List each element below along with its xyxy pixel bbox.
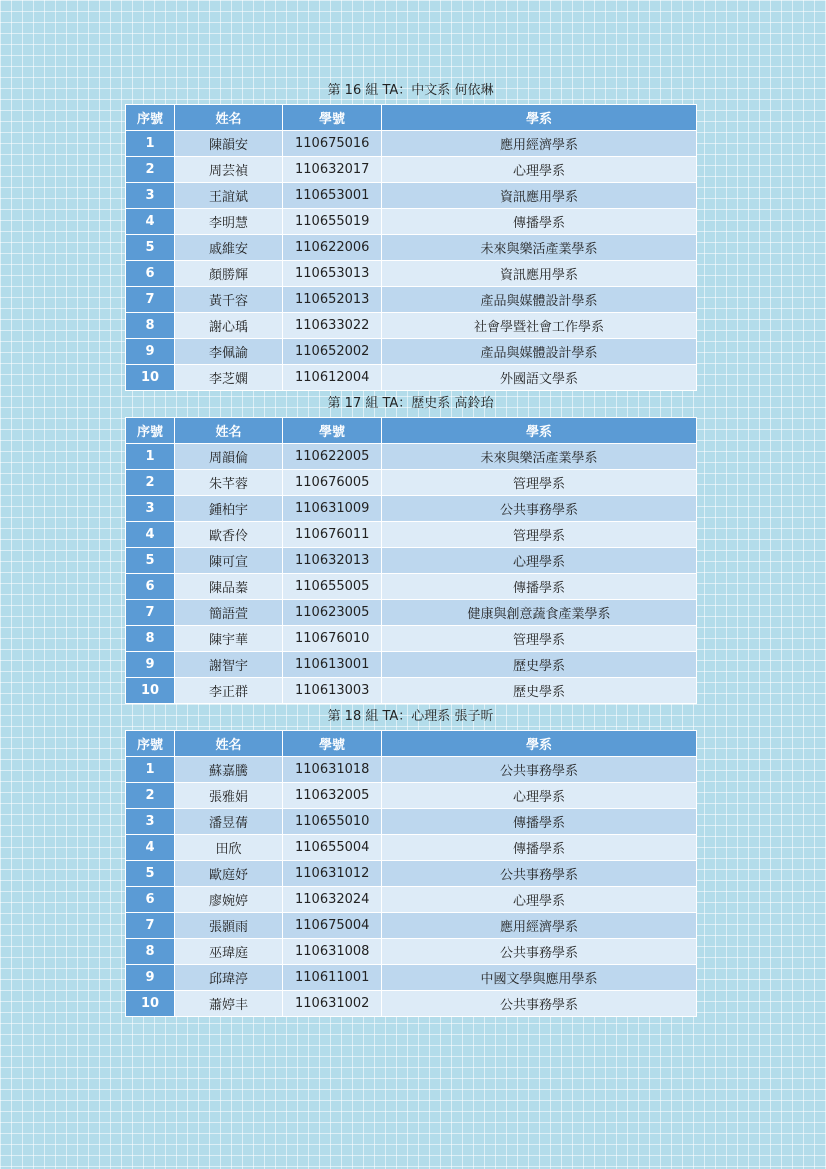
cell-no: 1	[126, 444, 175, 470]
cell-name: 戚維安	[175, 235, 283, 261]
cell-name: 謝心瑀	[175, 313, 283, 339]
cell-name: 廖婉婷	[175, 887, 283, 913]
cell-department: 應用經濟學系	[382, 913, 697, 939]
header-name: 姓名	[175, 731, 283, 757]
cell-student-id: 110612004	[283, 365, 382, 391]
cell-no: 3	[126, 496, 175, 522]
table-row	[126, 991, 697, 1017]
cell-department: 健康與創意蔬食產業學系	[382, 600, 697, 626]
cell-no: 6	[126, 887, 175, 913]
table-row	[126, 809, 697, 835]
cell-department: 歷史學系	[382, 678, 697, 704]
cell-name: 簡語萱	[175, 600, 283, 626]
table-row	[126, 861, 697, 887]
table-row	[126, 470, 697, 496]
table-row	[126, 444, 697, 470]
cell-no: 5	[126, 548, 175, 574]
table-row	[126, 157, 697, 183]
cell-student-id: 110631009	[283, 496, 382, 522]
cell-name: 朱芊蓉	[175, 470, 283, 496]
table-header-row	[126, 731, 697, 757]
cell-student-id: 110632017	[283, 157, 382, 183]
cell-name: 邱瑋渟	[175, 965, 283, 991]
table-row	[126, 131, 697, 157]
cell-student-id: 110675016	[283, 131, 382, 157]
header-dept: 學系	[382, 418, 697, 444]
table-row	[126, 522, 697, 548]
table-row	[126, 939, 697, 965]
table-row	[126, 235, 697, 261]
cell-department: 未來與樂活產業學系	[382, 235, 697, 261]
cell-department: 心理學系	[382, 783, 697, 809]
cell-department: 公共事務學系	[382, 861, 697, 887]
cell-student-id: 110631002	[283, 991, 382, 1017]
cell-no: 6	[126, 574, 175, 600]
table-row	[126, 887, 697, 913]
cell-name: 鍾柏宇	[175, 496, 283, 522]
cell-no: 2	[126, 783, 175, 809]
cell-department: 心理學系	[382, 887, 697, 913]
cell-no: 7	[126, 913, 175, 939]
table-row	[126, 783, 697, 809]
cell-name: 潘昱蒨	[175, 809, 283, 835]
cell-student-id: 110622006	[283, 235, 382, 261]
table-row	[126, 183, 697, 209]
cell-department: 歷史學系	[382, 652, 697, 678]
cell-student-id: 110631018	[283, 757, 382, 783]
table-row	[126, 626, 697, 652]
cell-name: 李芝嫻	[175, 365, 283, 391]
table-row	[126, 287, 697, 313]
cell-no: 3	[126, 809, 175, 835]
cell-student-id: 110632013	[283, 548, 382, 574]
header-no: 序號	[126, 105, 175, 131]
cell-student-id: 110655010	[283, 809, 382, 835]
header-no: 序號	[126, 731, 175, 757]
table-row	[126, 209, 697, 235]
cell-department: 傳播學系	[382, 835, 697, 861]
cell-name: 黃千容	[175, 287, 283, 313]
cell-no: 7	[126, 287, 175, 313]
cell-student-id: 110623005	[283, 600, 382, 626]
cell-student-id: 110622005	[283, 444, 382, 470]
cell-student-id: 110655004	[283, 835, 382, 861]
group-table	[125, 417, 697, 704]
cell-name: 陳品蓁	[175, 574, 283, 600]
cell-student-id: 110676011	[283, 522, 382, 548]
cell-name: 蕭婷丰	[175, 991, 283, 1017]
table-row	[126, 261, 697, 287]
group-table	[125, 104, 697, 391]
table-row	[126, 600, 697, 626]
cell-student-id: 110633022	[283, 313, 382, 339]
cell-name: 周韻倫	[175, 444, 283, 470]
cell-no: 7	[126, 600, 175, 626]
cell-student-id: 110631008	[283, 939, 382, 965]
cell-no: 8	[126, 313, 175, 339]
table-row	[126, 965, 697, 991]
cell-no: 4	[126, 522, 175, 548]
cell-department: 傳播學系	[382, 209, 697, 235]
cell-no: 2	[126, 157, 175, 183]
cell-student-id: 110652013	[283, 287, 382, 313]
cell-department: 公共事務學系	[382, 939, 697, 965]
cell-department: 產品與媒體設計學系	[382, 339, 697, 365]
cell-name: 顏勝輝	[175, 261, 283, 287]
table-row	[126, 835, 697, 861]
table-header-row	[126, 418, 697, 444]
header-sid: 學號	[283, 731, 382, 757]
cell-department: 公共事務學系	[382, 991, 697, 1017]
header-dept: 學系	[382, 105, 697, 131]
cell-department: 應用經濟學系	[382, 131, 697, 157]
cell-no: 6	[126, 261, 175, 287]
cell-student-id: 110613001	[283, 652, 382, 678]
document-page	[125, 78, 696, 1017]
cell-name: 歐庭妤	[175, 861, 283, 887]
table-row	[126, 548, 697, 574]
cell-no: 2	[126, 470, 175, 496]
cell-no: 9	[126, 652, 175, 678]
cell-name: 陳韻安	[175, 131, 283, 157]
cell-no: 9	[126, 339, 175, 365]
cell-student-id: 110655019	[283, 209, 382, 235]
cell-department: 公共事務學系	[382, 757, 697, 783]
cell-name: 張雅娟	[175, 783, 283, 809]
table-row	[126, 574, 697, 600]
header-sid: 學號	[283, 105, 382, 131]
cell-no: 3	[126, 183, 175, 209]
cell-name: 陳宇華	[175, 626, 283, 652]
cell-no: 4	[126, 835, 175, 861]
cell-department: 傳播學系	[382, 574, 697, 600]
cell-no: 1	[126, 757, 175, 783]
cell-department: 資訊應用學系	[382, 261, 697, 287]
table-row	[126, 313, 697, 339]
cell-student-id: 110675004	[283, 913, 382, 939]
cell-department: 傳播學系	[382, 809, 697, 835]
cell-student-id: 110676005	[283, 470, 382, 496]
cell-student-id: 110653013	[283, 261, 382, 287]
cell-department: 中國文學與應用學系	[382, 965, 697, 991]
cell-no: 4	[126, 209, 175, 235]
cell-name: 巫瑋庭	[175, 939, 283, 965]
table-header-row	[126, 105, 697, 131]
table-row	[126, 365, 697, 391]
cell-no: 9	[126, 965, 175, 991]
cell-no: 8	[126, 939, 175, 965]
cell-no: 10	[126, 991, 175, 1017]
cell-student-id: 110631012	[283, 861, 382, 887]
cell-department: 外國語文學系	[382, 365, 697, 391]
cell-student-id: 110611001	[283, 965, 382, 991]
cell-name: 王誼斌	[175, 183, 283, 209]
cell-name: 陳可宣	[175, 548, 283, 574]
cell-no: 10	[126, 365, 175, 391]
cell-no: 8	[126, 626, 175, 652]
cell-name: 蘇嘉騰	[175, 757, 283, 783]
group-title: 第 18 組 TA：心理系 張子昕	[327, 709, 494, 724]
cell-department: 產品與媒體設計學系	[382, 287, 697, 313]
group-title: 第 17 組 TA：歷史系 高鈴珆	[327, 396, 494, 411]
cell-name: 謝智宇	[175, 652, 283, 678]
cell-department: 資訊應用學系	[382, 183, 697, 209]
cell-no: 5	[126, 235, 175, 261]
cell-department: 心理學系	[382, 548, 697, 574]
cell-student-id: 110676010	[283, 626, 382, 652]
cell-department: 社會學暨社會工作學系	[382, 313, 697, 339]
cell-name: 周芸禎	[175, 157, 283, 183]
cell-name: 張顥雨	[175, 913, 283, 939]
cell-no: 1	[126, 131, 175, 157]
cell-department: 心理學系	[382, 157, 697, 183]
cell-department: 管理學系	[382, 626, 697, 652]
table-row	[126, 496, 697, 522]
cell-no: 10	[126, 678, 175, 704]
header-name: 姓名	[175, 105, 283, 131]
cell-no: 5	[126, 861, 175, 887]
table-row	[126, 913, 697, 939]
header-no: 序號	[126, 418, 175, 444]
cell-department: 未來與樂活產業學系	[382, 444, 697, 470]
cell-student-id: 110653001	[283, 183, 382, 209]
cell-name: 歐香伶	[175, 522, 283, 548]
cell-name: 李佩諭	[175, 339, 283, 365]
cell-name: 田欣	[175, 835, 283, 861]
cell-student-id: 110632005	[283, 783, 382, 809]
group-title: 第 16 組 TA：中文系 何依琳	[327, 83, 494, 98]
cell-student-id: 110613003	[283, 678, 382, 704]
table-row	[126, 652, 697, 678]
table-row	[126, 678, 697, 704]
cell-student-id: 110652002	[283, 339, 382, 365]
table-row	[126, 339, 697, 365]
header-name: 姓名	[175, 418, 283, 444]
cell-department: 公共事務學系	[382, 496, 697, 522]
cell-student-id: 110632024	[283, 887, 382, 913]
group-table	[125, 730, 697, 1017]
cell-name: 李明慧	[175, 209, 283, 235]
cell-department: 管理學系	[382, 522, 697, 548]
cell-student-id: 110655005	[283, 574, 382, 600]
table-row	[126, 757, 697, 783]
cell-department: 管理學系	[382, 470, 697, 496]
header-sid: 學號	[283, 418, 382, 444]
cell-name: 李正群	[175, 678, 283, 704]
header-dept: 學系	[382, 731, 697, 757]
